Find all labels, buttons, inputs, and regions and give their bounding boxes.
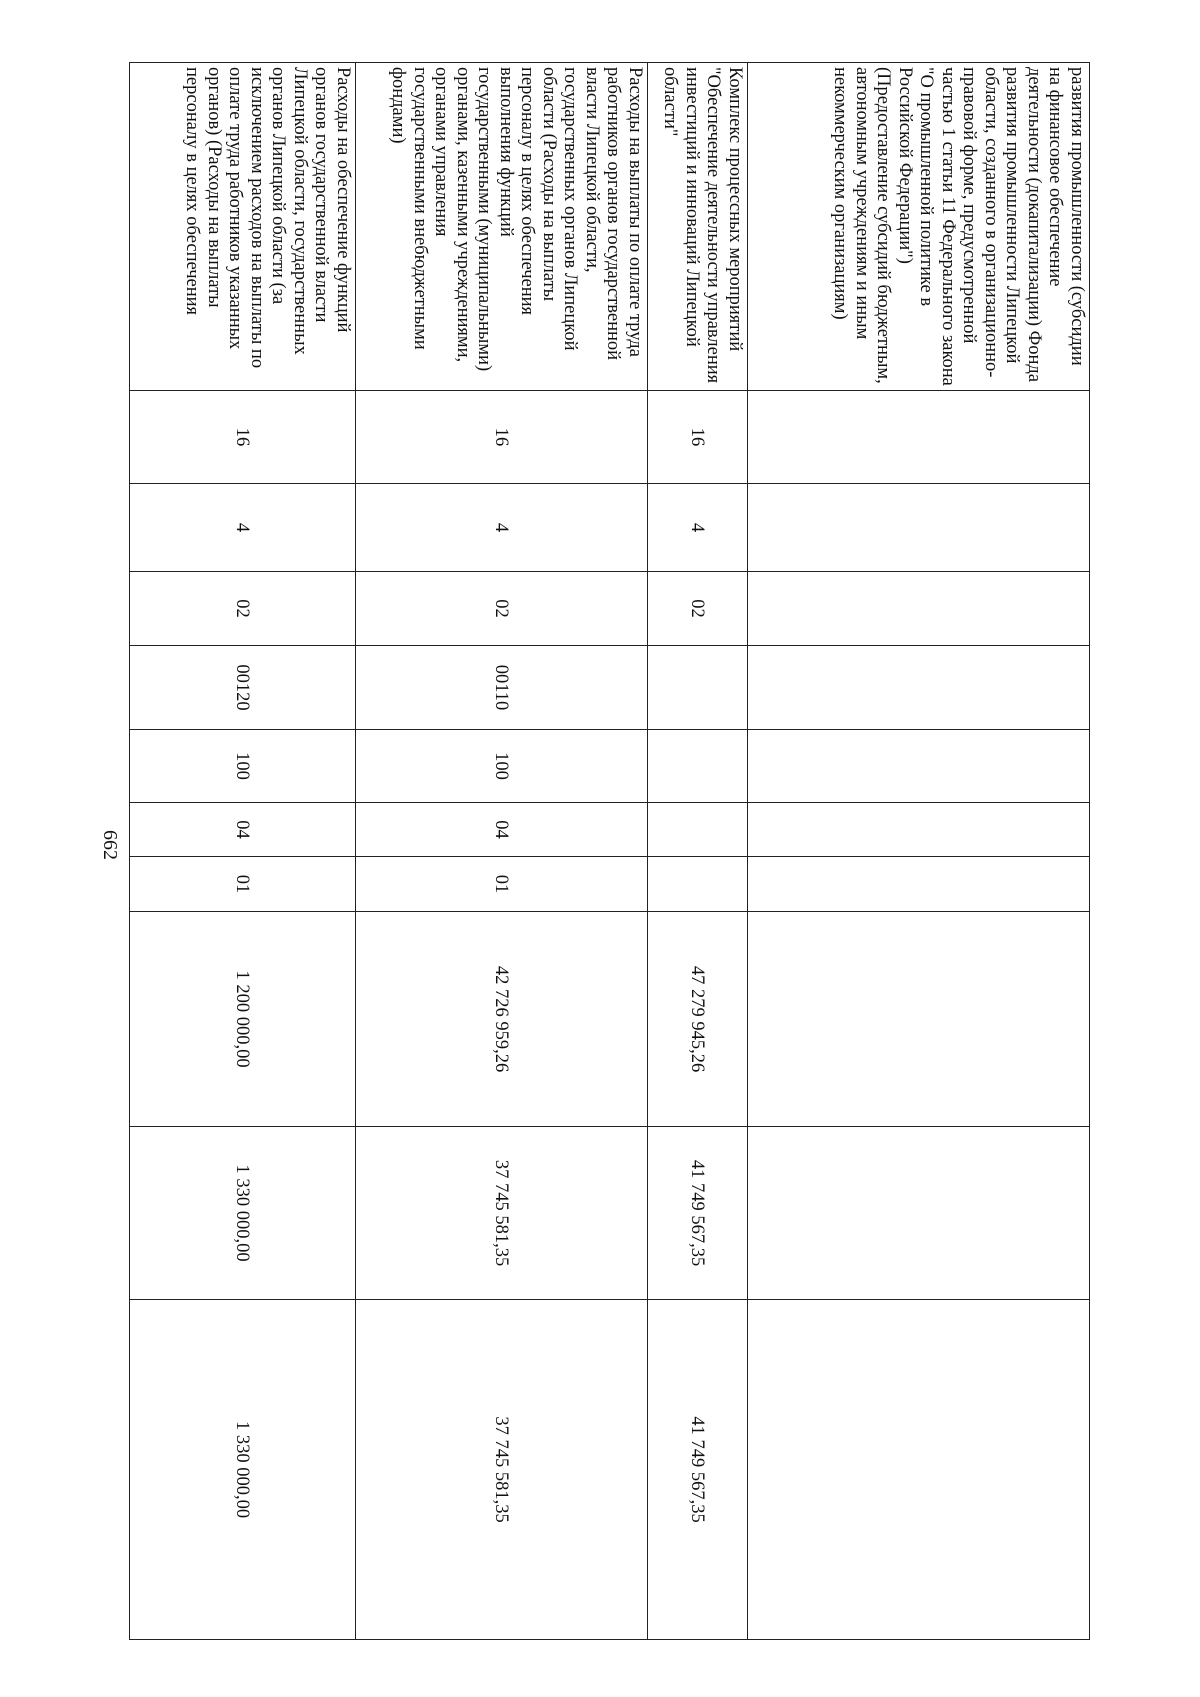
budget-table <box>129 62 1090 1640</box>
cell-c4 <box>648 646 748 730</box>
cell-sum-1: 1 200 000,00 <box>130 912 356 1127</box>
cell-c6 <box>748 803 1090 857</box>
cell-c1: 16 <box>648 391 748 484</box>
page-number: 662 <box>99 830 121 860</box>
row-description: Расходы на обеспечение функций органов государственной власти Липецкой области, государственных органов Липецкой области (за исключением расходов на выплаты по оплате труда работников указанных органов) (Расходы на выплаты персоналу в целях обеспечения <box>130 63 356 391</box>
cell-c5: 100 <box>130 730 356 803</box>
table-row <box>748 63 1090 1640</box>
cell-sum-1 <box>748 912 1090 1127</box>
cell-c6: 04 <box>130 803 356 857</box>
row-description: развития промышленности (субсидии на финансовое обеспечение деятельности (докапитализации) Фонда развития промышленности Липецкой области, созданного в организационно-правовой форме, предусмотренной частью 1 статьи 11 Федерального закона "О промышленной политике в Российской Федерации") (Предоставление субсидий бюджетным, автономным учреждениям и иным некоммерческим организациям) <box>748 63 1090 391</box>
table-row <box>356 63 648 1640</box>
cell-sum-2: 41 749 567,35 <box>648 1127 748 1300</box>
cell-c4 <box>748 646 1090 730</box>
cell-sum-3: 1 330 000,00 <box>130 1300 356 1640</box>
row-description: Комплекс процессных мероприятий "Обеспечение деятельности управления инвестиций и инноваций Липецкой области" <box>648 63 748 391</box>
cell-sum-1: 42 726 959,26 <box>356 912 648 1127</box>
cell-c7 <box>748 857 1090 912</box>
cell-sum-2 <box>748 1127 1090 1300</box>
cell-sum-2: 37 745 581,35 <box>356 1127 648 1300</box>
cell-c2: 4 <box>648 484 748 572</box>
row-description: Расходы на выплаты по оплате труда работников органов государственной власти Липецкой области, государственных органов Липецкой области (Расходы на выплаты персоналу в целях обеспечения выполнения функций государственными (муниципальными) органами, казенными учреждениями, органами управления государственными внебюджетными фондами) <box>356 63 648 391</box>
table-row <box>130 63 356 1640</box>
cell-sum-2: 1 330 000,00 <box>130 1127 356 1300</box>
cell-c1 <box>748 391 1090 484</box>
cell-c5 <box>648 730 748 803</box>
cell-c4: 00110 <box>356 646 648 730</box>
cell-c2: 4 <box>356 484 648 572</box>
cell-c1: 16 <box>356 391 648 484</box>
cell-c1: 16 <box>130 391 356 484</box>
budget-table-frame <box>130 62 1090 1639</box>
cell-c7: 01 <box>130 857 356 912</box>
cell-c2: 4 <box>130 484 356 572</box>
cell-c3: 02 <box>130 572 356 646</box>
cell-c7 <box>648 857 748 912</box>
cell-c7: 01 <box>356 857 648 912</box>
cell-c5: 100 <box>356 730 648 803</box>
cell-c4: 00120 <box>130 646 356 730</box>
cell-c5 <box>748 730 1090 803</box>
cell-c2 <box>748 484 1090 572</box>
cell-c6: 04 <box>356 803 648 857</box>
table-row <box>648 63 748 1640</box>
cell-c6 <box>648 803 748 857</box>
cell-sum-1: 47 279 945,26 <box>648 912 748 1127</box>
cell-sum-3: 41 749 567,35 <box>648 1300 748 1640</box>
cell-sum-3 <box>748 1300 1090 1640</box>
cell-c3 <box>748 572 1090 646</box>
cell-c3: 02 <box>356 572 648 646</box>
cell-sum-3: 37 745 581,35 <box>356 1300 648 1640</box>
cell-c3: 02 <box>648 572 748 646</box>
